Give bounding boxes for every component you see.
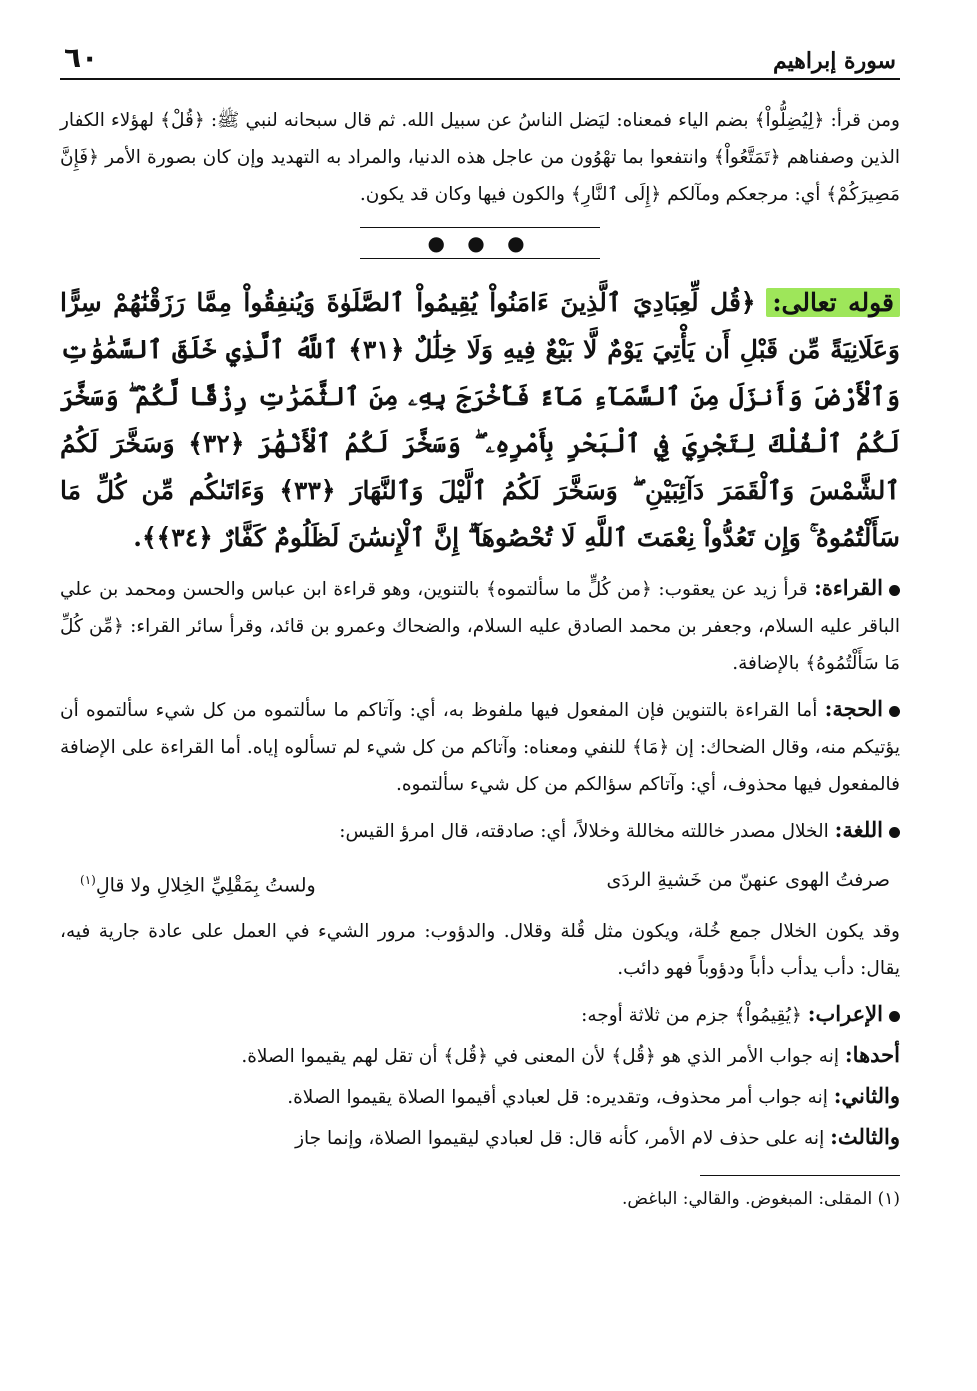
irab-second-text: إنه جواب أمر محذوف، وتقديره: قل لعبادي أقيموا الصلاة يقيموا الصلاة.: [287, 1087, 828, 1109]
lugha-text: الخلال مصدر خاللته مخاللة وخلالاً، أي: صادقته، قال امرؤ القيس:: [339, 821, 829, 842]
irab-second-label: والثاني:: [833, 1083, 900, 1109]
hujja-text: أما القراءة بالتنوين فإن المفعول فيها ملفوظ به، أي: وآتاكم ما سألتموه من كل شيء سألتموه أن يؤتيكم منه، وقال الضحاك: إن ﴿مَا﴾ للنفي ومعناه: وآتاكم من كل شيء لم تسألوه إياه. أما القراءة على الإضافة فالمفعول فيها محذوف، أي: وآتاكم سؤالكم من كل شيء سألتموه.: [60, 700, 900, 795]
irab-first: [60, 1036, 900, 1075]
irab-first-label: أحدها:: [844, 1042, 900, 1068]
irab-text: ﴿يُقِيمُواْ﴾ جزم من ثلاثة أوجه:: [581, 1005, 802, 1027]
page-header: [60, 30, 900, 80]
lugha-section: [60, 811, 900, 850]
poem-second-hemistich: ولستُ بِمَقْلِيِّ الخِلالِ ولا قالِ: [95, 874, 316, 897]
irab-third-label: والثالث:: [830, 1124, 900, 1150]
irab-label: الإعراب:: [807, 1001, 883, 1027]
poem-verse: [80, 860, 890, 905]
lugha-text-continued: وقد يكون الخلال جمع خُلة، ويكون مثل قُلة وقلال. والدؤوب: مرور الشيء في العمل على عادة جارية فيه، يقال: دأب يدأب دأباً ودؤوباً فهو دائب.: [60, 921, 900, 980]
bullet-icon: [889, 706, 900, 717]
lugha-label: اللغة:: [834, 817, 883, 842]
footnote: [60, 1182, 900, 1216]
section-divider: [360, 227, 600, 259]
irab-section: [60, 995, 900, 1034]
poem-first-hemistich: صرفتُ الهوى عنهنّ من خَشيةِ الردَى: [606, 869, 890, 891]
verse-block: [60, 279, 900, 561]
irab-second: [60, 1077, 900, 1116]
footnote-mark: (١): [80, 873, 96, 887]
qiraa-label: القراءة:: [814, 575, 883, 600]
bullet-icon: [889, 585, 900, 596]
intro-paragraph: ومن قرأ: ﴿لِيُضِلُّواْ﴾ بضم الياء فمعناه: ليَضل الناسُ عن سبيل الله. ثم قال سبحانه لنبي ﷺ: ﴿قُلْ﴾ لهؤلاء الكفار الذين وصفناهم ﴿تَمَتَّعُواْ﴾ وانتفعوا بما تهْوُون من عاجل هذه الدنيا، والمراد به التهديد وإن كان بصورة الأمر ﴿فَإِنَّ مَصِيرَكُمْ﴾ أي: مرجعكم ومآلكم ﴿إِلَى ٱلنَّارِ﴾ والكون فيها وكان قد يكون.: [60, 110, 900, 205]
footnote-number: (١): [877, 1189, 900, 1210]
hujja-section: [60, 690, 900, 803]
footnote-text: المقلى: المبغوض. والقالي: الباغض.: [622, 1189, 873, 1210]
footnote-rule: [700, 1175, 900, 1176]
verse-label: قوله تعالى:: [766, 288, 900, 317]
surah-title: سورة إبراهيم: [773, 48, 896, 74]
irab-third-text: إنه على حذف لام الأمر، كأنه قال: قل لعبادي ليقيموا الصلاة، وإنما جاز: [295, 1128, 825, 1150]
qiraa-text: قرأ زيد عن يعقوب: ﴿من كُلٍّ ما سألتموه﴾ بالتنوين، وهو قراءة ابن عباس والحسن ومحمد بن علي الباقر عليه السلام، وجعفر بن محمد الصادق عليه السلام، والضحاك وعمرو بن قائد، وقرأ سائر القراء: ﴿مِّن كُلِّ مَا سَأَلْتُمُوهُ﴾ بالإضافة.: [60, 579, 900, 674]
bullet-icon: [889, 1011, 900, 1022]
page-number: ٦٠: [64, 41, 99, 74]
qiraa-section: [60, 569, 900, 682]
bullet-icon: [889, 827, 900, 838]
book-page: [60, 30, 900, 1365]
divider-dots: ● ● ●: [427, 231, 533, 255]
irab-third: [60, 1118, 900, 1157]
hujja-label: الحجة:: [824, 696, 884, 721]
irab-first-text: إنه جواب الأمر الذي هو ﴿قُل﴾ لأن المعنى في ﴿قُل﴾ أن تقل لهم يقيموا الصلاة.: [241, 1046, 840, 1068]
verse-text: ﴿قُل لِّعِبَادِيَ ٱلَّذِينَ ءَامَنُواْ يُقِيمُواْ ٱلصَّلَوٰةَ وَيُنفِقُواْ مِمَّا رَزَقْنَٰهُمْ سِرًّا وَعَلَانِيَةً مِّن قَبْلِ أَن يَأْتِيَ يَوْمٌ لَّا بَيْعٌ فِيهِ وَلَا خِلَٰلٌ ﴿٣١﴾ ٱللَّهُ ٱلَّذِي خَلَقَ ٱلسَّمَٰوَٰتِ وَٱلْأَرْضَ وَأَنزَلَ مِنَ ٱلسَّمَآءِ مَآءً فَأَخْرَجَ بِهِۦ مِنَ ٱلثَّمَرَٰتِ رِزْقًا لَّكُمْ ۖ وَسَخَّرَ لَكُمُ ٱلْفُلْكَ لِتَجْرِيَ فِي ٱلْبَحْرِ بِأَمْرِهِۦ ۖ وَسَخَّرَ لَكُمُ ٱلْأَنْهَٰرَ ﴿٣٢﴾ وَسَخَّرَ لَكُمُ ٱلشَّمْسَ وَٱلْقَمَرَ دَآئِبَيْنِ ۖ وَسَخَّرَ لَكُمُ ٱلَّيْلَ وَٱلنَّهَارَ ﴿٣٣﴾ وَءَاتَىٰكُم مِّن كُلِّ مَا سَأَلْتُمُوهُ ۚ وَإِن تَعُدُّواْ نِعْمَتَ ٱللَّهِ لَا تُحْصُوهَآ ۗ إِنَّ ٱلْإِنسَٰنَ لَظَلُومٌ كَفَّارٌ ﴿٣٤﴾﴾.: [60, 288, 900, 552]
